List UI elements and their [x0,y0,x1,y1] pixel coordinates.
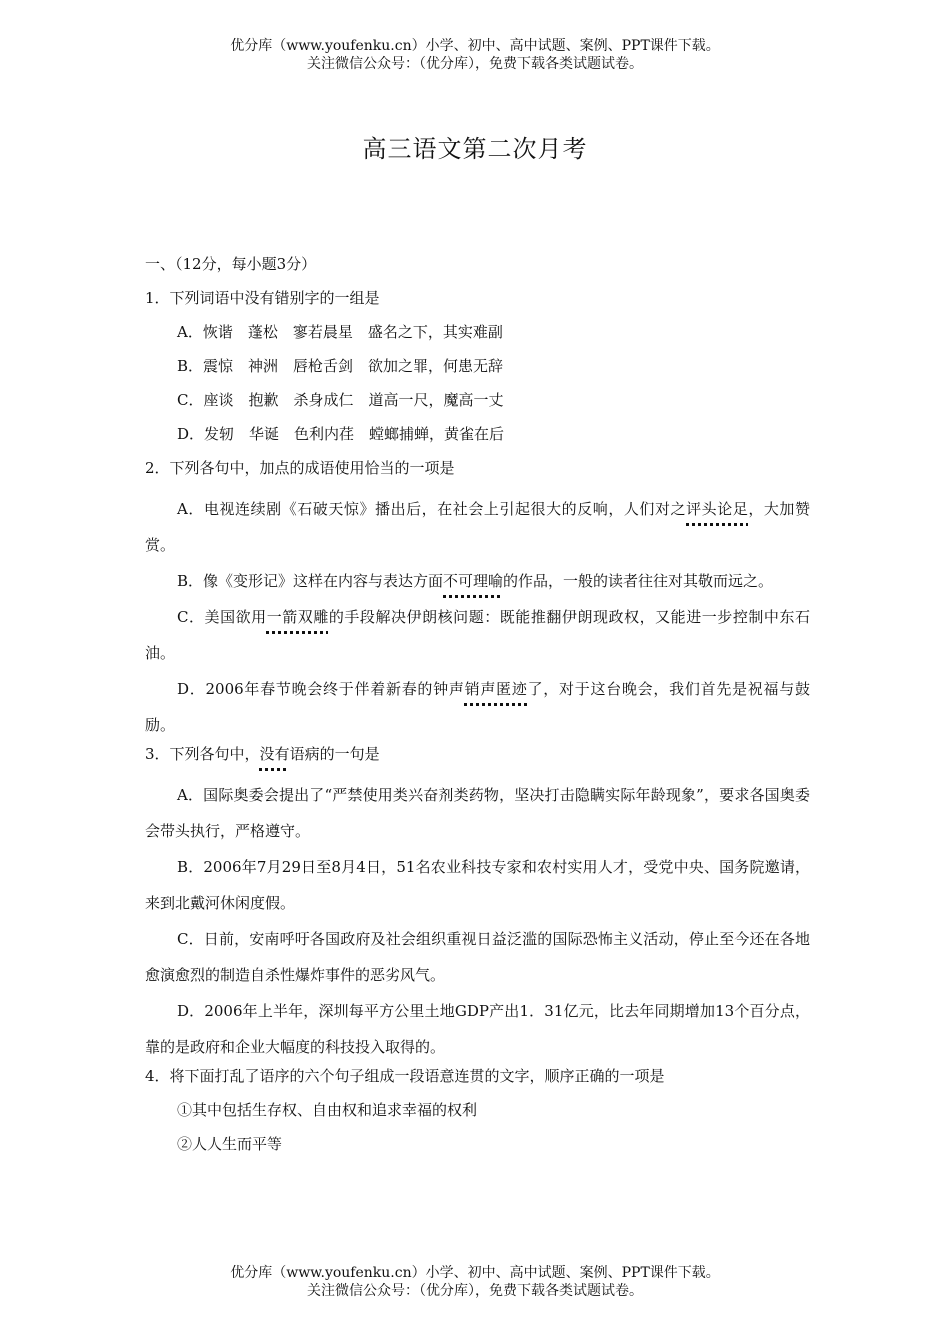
footer-line-1: 优分库（www.youfenku.cn）小学、初中、高中试题、案例、PPT课件下载。 [230,1265,720,1281]
question-1-option-b: B．震惊 神洲 唇枪舌剑 欲加之罪，何患无辞 [177,357,504,375]
option-text: 的作品，一般的读者往往对其敬而远之。 [503,572,774,590]
option-text: D．2006年春节晚会终于伴着新春的钟声 [177,680,465,698]
stem-text: 3．下列各句中， [145,745,260,763]
option-text: B．像《变形记》这样在内容与表达方面 [177,572,444,590]
dotted-idiom: 销声匿迹 [464,680,528,698]
exam-title: 高三语文第二次月考 [362,135,588,163]
question-2-option-a [145,491,810,563]
dotted-idiom: 评头论足 [686,500,749,518]
option-text: ，大加赞赏。 [145,500,810,554]
stem-text: 语病的一句是 [289,745,380,763]
option-text: 了，对于这台晚会，我们首先是祝福与鼓励。 [145,680,810,734]
question-2-option-b [145,563,810,599]
question-1-option-a: A．恢谐 蓬松 寥若晨星 盛名之下，其实难副 [177,323,503,341]
page-footer [0,1264,950,1300]
question-1-option-c: C．座谈 抱歉 杀身成仁 道高一尺，魔高一丈 [177,391,504,409]
page-header [0,37,950,73]
question-3-stem [145,743,810,777]
header-line-1: 优分库（www.youfenku.cn）小学、初中、高中试题、案例、PPT课件下载。 [230,38,720,54]
header-line-2: 关注微信公众号：（优分库），免费下载各类试题试卷。 [307,56,643,72]
dotted-idiom: 不可理喻 [443,572,504,590]
question-2-stem: 2．下列各句中，加点的成语使用恰当的一项是 [145,459,455,477]
question-2-option-c [145,599,810,671]
question-4-stem: 4．将下面打乱了语序的六个句子组成一段语意连贯的文字，顺序正确的一项是 [145,1067,665,1085]
footer-line-2: 关注微信公众号：（优分库），免费下载各类试题试卷。 [307,1283,643,1299]
option-text: A．电视连续剧《石破天惊》播出后，在社会上引起很大的反响，人们对之 [177,500,687,518]
option-text: C．美国欲用 [177,608,267,626]
question-2-option-d [145,671,810,743]
dotted-word: 没有 [259,745,290,763]
question-4-item-1: ①其中包括生存权、自由权和追求幸福的权利 [177,1101,478,1119]
dotted-idiom: 一箭双雕 [266,608,329,626]
question-3-option-a: A．国际奥委会提出了“严禁使用类兴奋剂类药物，坚决打击隐瞒实际年龄现象”，要求各国奥委会带头执行，严格遵守。 [145,786,810,840]
question-3-option-c: C．日前，安南呼吁各国政府及社会组织重视日益泛滥的国际恐怖主义活动，停止至今还在各地愈演愈烈的制造自杀性爆炸事件的恶劣风气。 [145,930,810,984]
option-text: 的手段解决伊朗核问题：既能推翻伊朗现政权，又能进一步控制中东石油。 [145,608,810,662]
exam-body [145,253,810,1167]
question-3-option-b: B．2006年7月29日至8月4日，51名农业科技专家和农村实用人才，受党中央、国务院邀请，来到北戴河休闲度假。 [145,858,810,912]
question-4-item-2: ②人人生而平等 [177,1135,283,1153]
question-3-option-d: D．2006年上半年，深圳每平方公里土地GDP产出1．31亿元，比去年同期增加13个百分点，靠的是政府和企业大幅度的科技投入取得的。 [145,1002,810,1056]
question-1-stem: 1．下列词语中没有错别字的一组是 [145,289,380,307]
question-1-option-d: D．发轫 华诞 色利内荏 螳螂捕蝉，黄雀在后 [177,425,505,443]
section-heading: 一、（12分，每小题3分） [145,255,317,273]
